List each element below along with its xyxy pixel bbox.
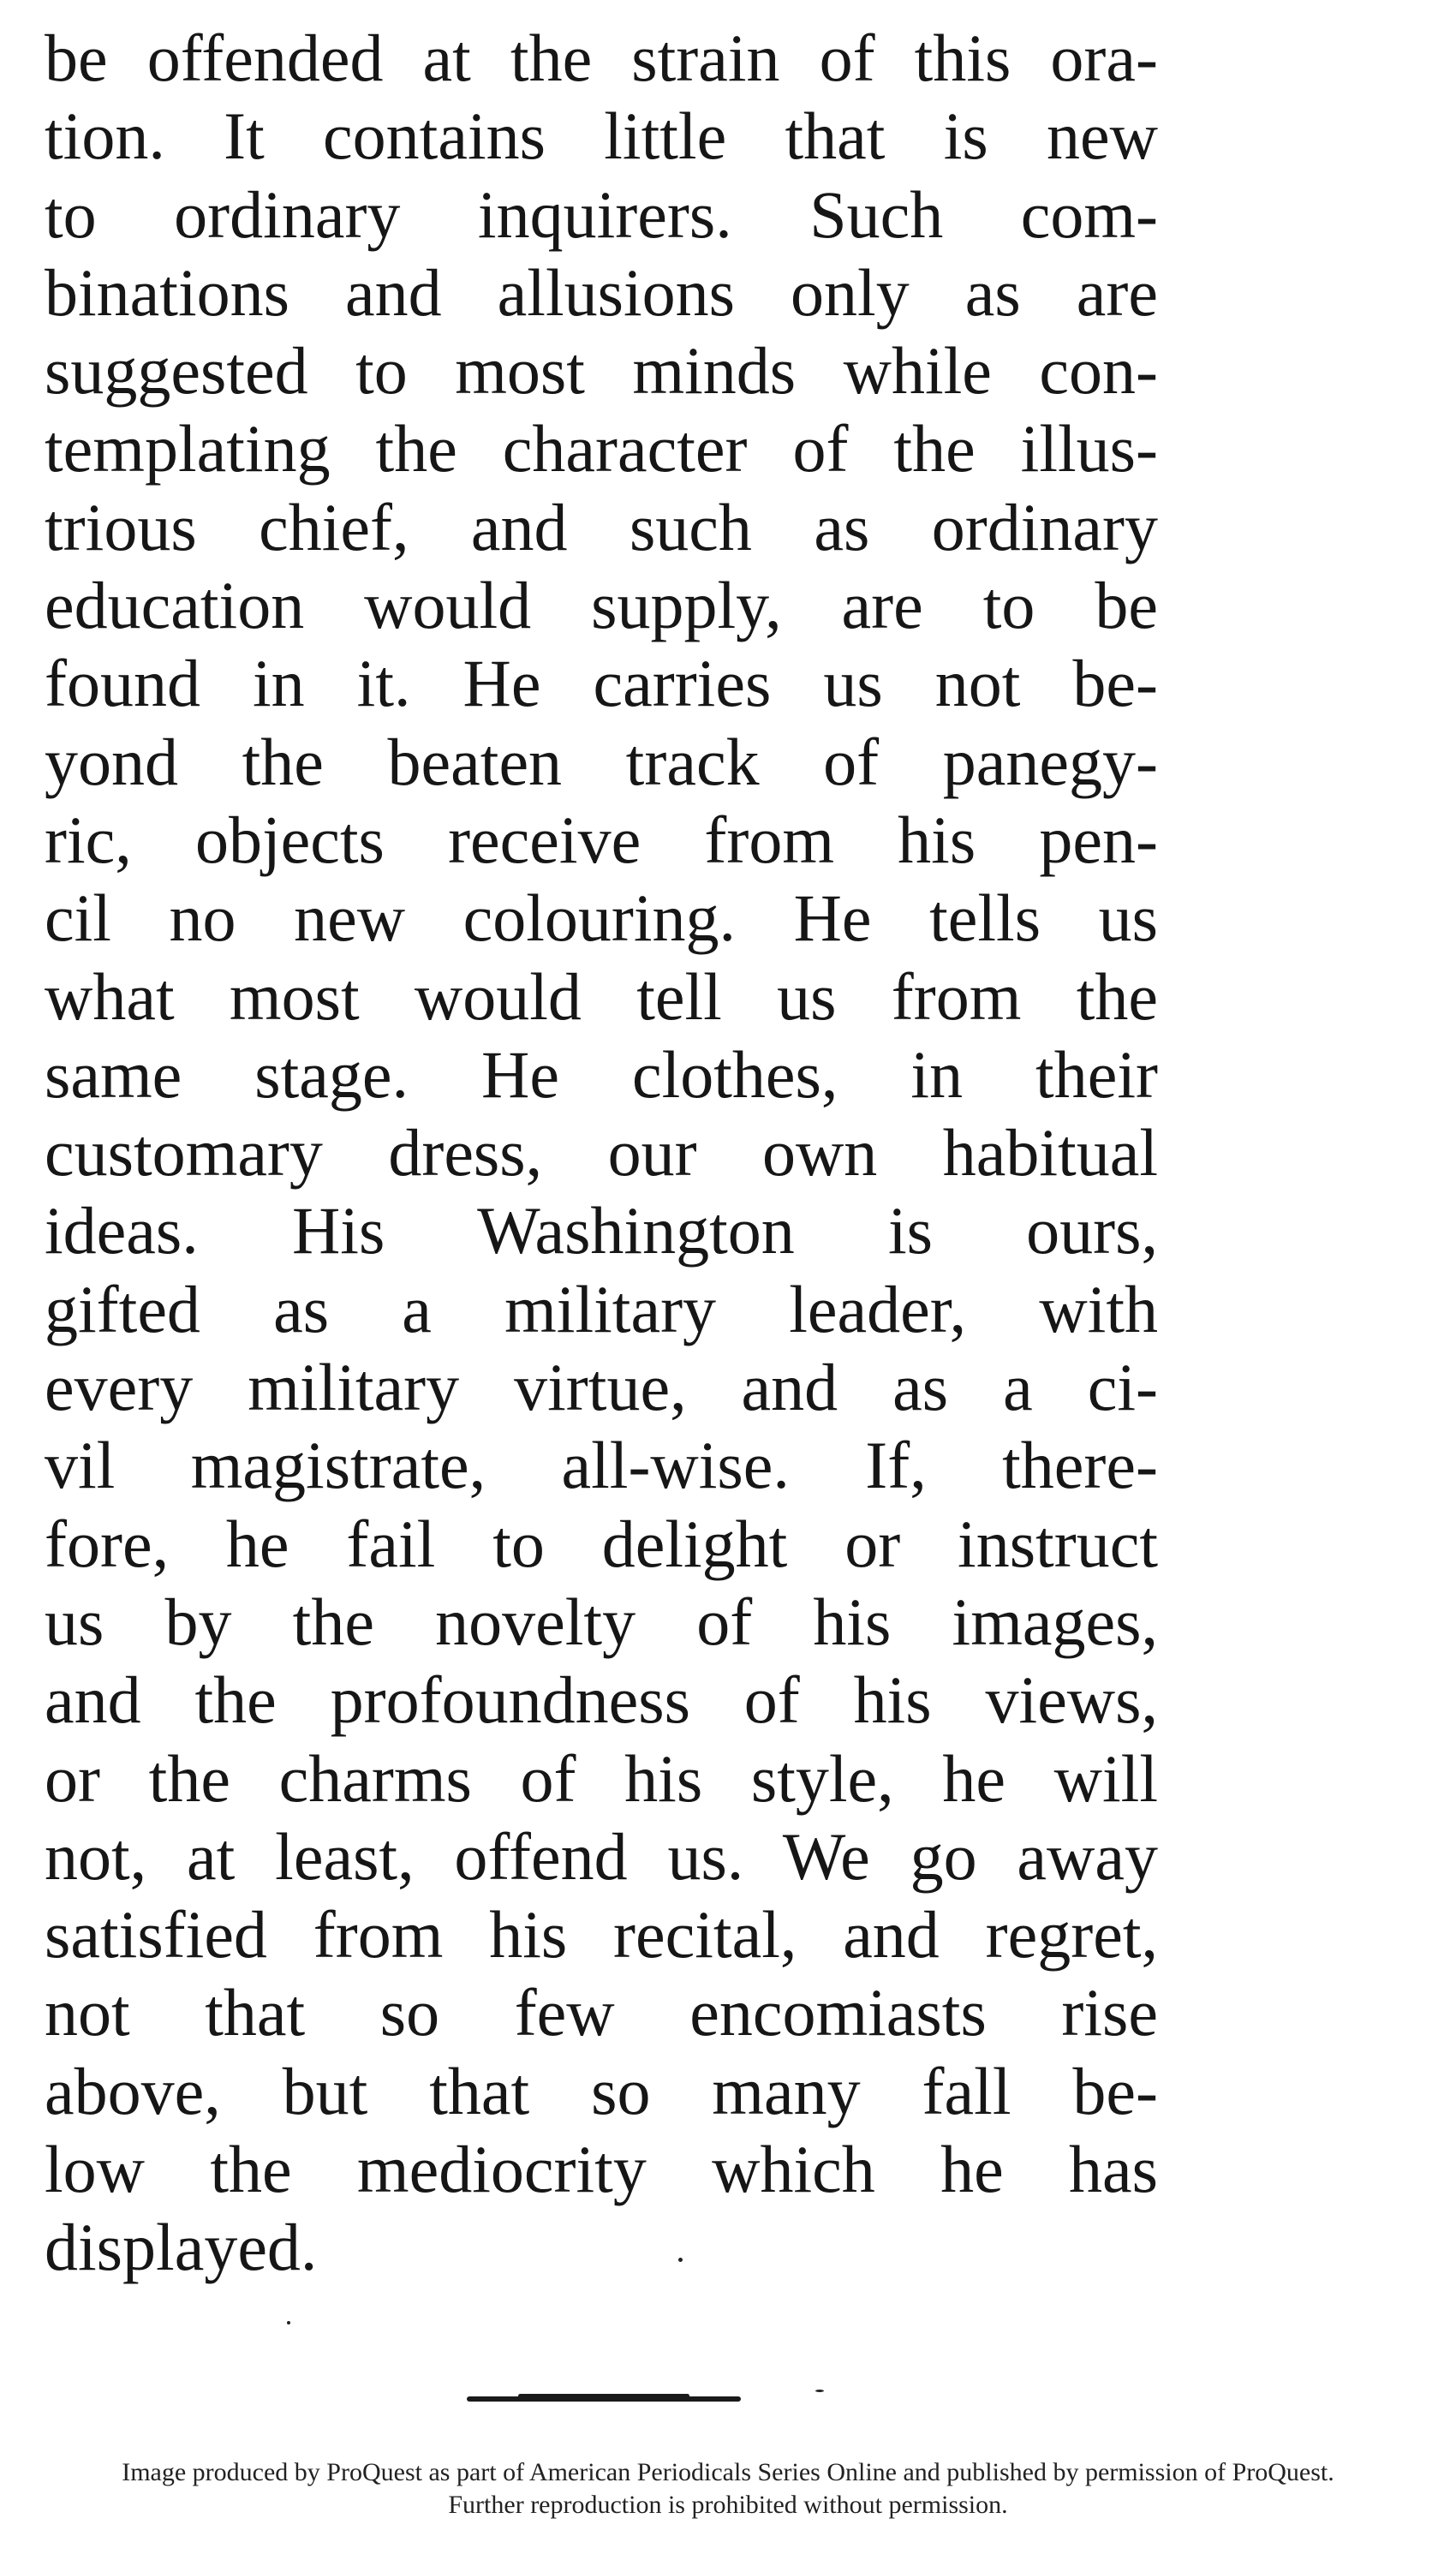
ink-speck	[815, 2390, 824, 2392]
text-line: low the mediocrity which he has	[45, 2132, 1158, 2207]
text-line: not, at least, offend us. We go away	[45, 1818, 1158, 1894]
text-line: above, but that so many fall be-	[45, 2053, 1158, 2128]
text-line: binations and allusions only as are	[45, 254, 1158, 330]
copyright-footer	[0, 2456, 1456, 2521]
text-line: tion. It contains little that is new	[45, 98, 1158, 174]
section-divider-rule	[467, 2396, 741, 2402]
ink-speck	[287, 2321, 290, 2324]
text-line: to ordinary inquirers. Such com-	[45, 176, 1158, 252]
text-line: customary dress, our own habitual	[45, 1115, 1158, 1191]
text-line: found in it. He carries us not be-	[45, 646, 1158, 721]
text-line: same stage. He clothes, in their	[45, 1036, 1158, 1112]
article-text	[45, 19, 1158, 2287]
text-line: suggested to most minds while con-	[45, 333, 1158, 409]
text-line: trious chief, and such as ordinary	[45, 489, 1158, 564]
text-line: ric, objects receive from his pen-	[45, 802, 1158, 877]
text-line: education would supply, are to be	[45, 568, 1158, 643]
text-line: templating the character of the illus-	[45, 411, 1158, 486]
text-line: or the charms of his style, he will	[45, 1740, 1158, 1816]
text-line: us by the novelty of his images,	[45, 1584, 1158, 1659]
text-line: every military virtue, and as a ci-	[45, 1350, 1158, 1425]
text-line: not that so few encomiasts rise	[45, 1975, 1158, 2050]
footer-line-1: Image produced by ProQuest as part of American Periodicals Series Online and published by permission of ProQuest.	[122, 2458, 1334, 2486]
text-line: ideas. His Washington is ours,	[45, 1193, 1158, 1268]
text-line: and the profoundness of his views,	[45, 1662, 1158, 1738]
ink-speck	[678, 2258, 683, 2262]
text-line: satisfied from his recital, and regret,	[45, 1897, 1158, 1972]
footer-line-2: Further reproduction is prohibited without permission.	[448, 2491, 1008, 2519]
text-line: gifted as a military leader, with	[45, 1271, 1158, 1346]
text-line: be offended at the strain of this ora-	[45, 21, 1158, 95]
text-line: yond the beaten track of panegy-	[45, 724, 1158, 799]
text-line: cil no new colouring. He tells us	[45, 880, 1158, 956]
text-line: what most would tell us from the	[45, 958, 1158, 1034]
text-line: displayed.	[45, 2210, 318, 2285]
text-line: fore, he fail to delight or instruct	[45, 1506, 1158, 1581]
text-line: vil magistrate, all-wise. If, there-	[45, 1428, 1158, 1503]
